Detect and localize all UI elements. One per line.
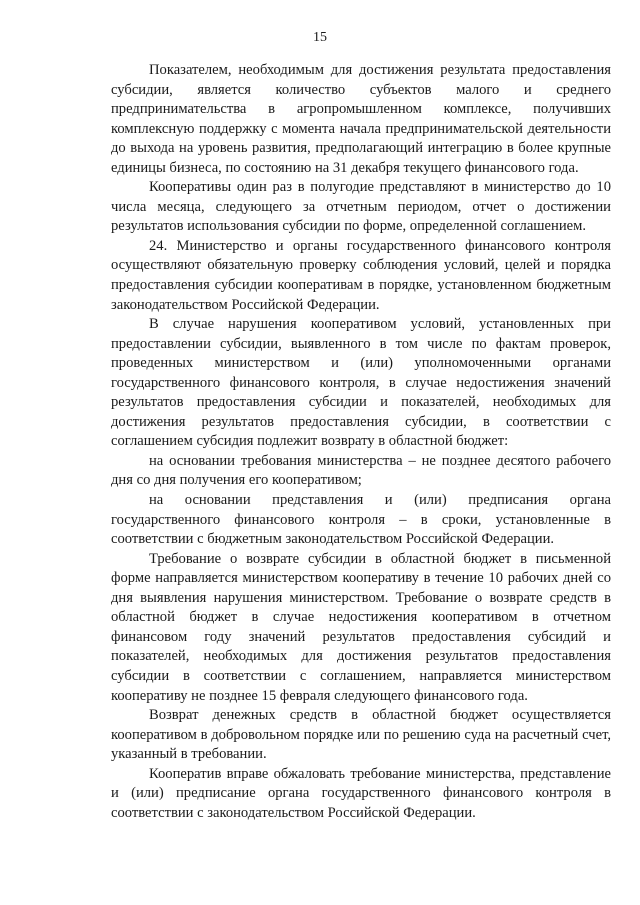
document-body (111, 61, 611, 823)
paragraph-clause-24: 24. Министерство и органы государственного финансового контроля осуществляют обязательную проверку соблюдения условий, целей и порядка предоставления субсидии кооперативам в порядке, установленном бюджетным законодательством Российской Федерации. (111, 237, 611, 313)
paragraph-control-body-order: на основании представления и (или) предписания органа государственного финансового контроля – в сроки, установленные в соответствии с бюджетным законодательством Российской Федерации. (111, 492, 611, 548)
paragraph-appeal-right: Кооператив вправе обжаловать требование министерства, представление и (или) предписание органа государственного финансового контроля в соответствии с законодательством Российской Федерации. (111, 765, 611, 821)
paragraph-violation-return: В случае нарушения кооперативом условий, установленных при предоставлении субсидии, выявленного в том числе по фактам проверок, проведенных министерством и (или) уполномоченными органами государственного финансового контроля, в случае недостижения значений результатов предоставления субсидии и показателей, необходимых для достижения результатов предоставления субсидии, в соответствии с соглашением субсидия подлежит возврату в областной бюджет: (111, 316, 611, 450)
paragraph-report-deadline: Кооперативы один раз в полугодие представляют в министерство до 10 числа месяца, следующего за отчетным периодом, отчет о достижении результатов использования субсидии по форме, определенной соглашением. (111, 179, 611, 235)
paragraph-ministry-requirement: на основании требования министерства – не позднее десятого рабочего дня со дня получения его кооперативом; (111, 452, 611, 489)
paragraph-funds-return: Возврат денежных средств в областной бюджет осуществляется кооперативом в добровольном порядке или по решению суда на расчетный счет, указанный в требовании. (111, 707, 611, 763)
page-number: 15 (313, 30, 327, 45)
paragraph-indicator: Показателем, необходимым для достижения результата предоставления субсидии, является количество субъектов малого и среднего предпринимательства в агропромышленном комплексе, получивших комплексную поддержку с момента начала предпринимательской деятельности до выхода на уровень развития, предполагающий интеграцию в более крупные единицы бизнеса, по состоянию на 31 декабря текущего финансового года. (111, 62, 611, 176)
paragraph-written-requirement: Требование о возврате субсидии в областной бюджет в письменной форме направляется министерством кооперативу в течение 10 рабочих дней со дня выявления нарушения министерством. Требование о возврате средств в областной бюджет в случае недостижения кооперативом в отчетном финансовом году значений результатов предоставления субсидий и показателей, необходимых для достижения результатов предоставления субсидии в соответствии с соглашением, направляется министерством кооперативу не позднее 15 февраля следующего финансового года. (111, 550, 611, 704)
